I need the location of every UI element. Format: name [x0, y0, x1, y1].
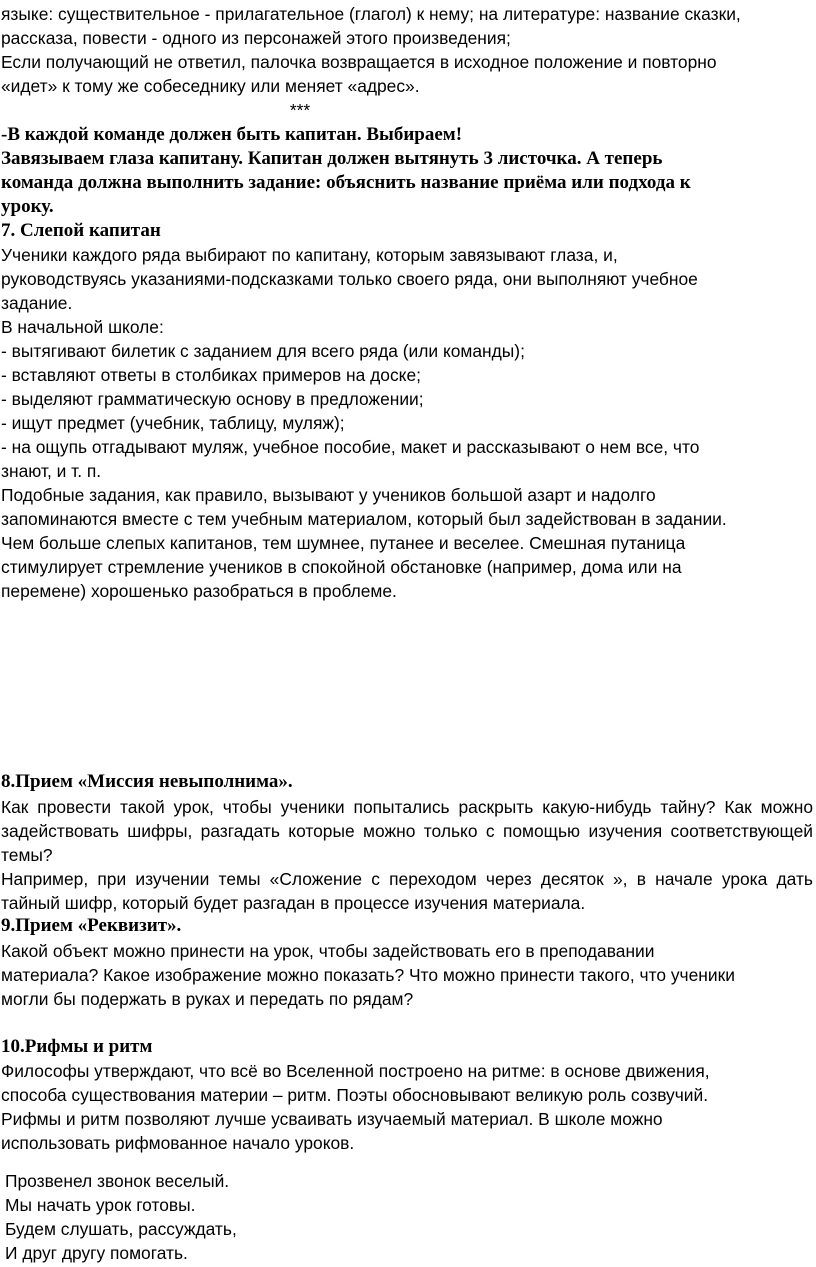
- text-line: материала? Какое изображение можно показать? Что можно принести такого, что ученики: [1, 965, 735, 985]
- text-line: Рифмы и ритм позволяют лучше усваивать изучаемый материал. В школе можно: [1, 1109, 663, 1129]
- text-line: Завязываем глаза капитану. Капитан должен вытянуть 3 листочка. А теперь: [1, 148, 663, 169]
- text-line: Чем больше слепых капитанов, тем шумнее, путанее и веселее. Смешная путаница: [1, 533, 686, 553]
- captain-instruction: [1, 123, 813, 219]
- poem-line: Будем слушать, рассуждать,: [5, 1219, 237, 1239]
- text-line: - вытягивают билетик с заданием для всего ряда (или команды);: [1, 341, 525, 361]
- text-line: уроку.: [1, 196, 54, 217]
- text-line: языке: существительное - прилагательное (глагол) к нему; на литературе: название сказки,: [1, 4, 741, 24]
- poem-line: И друг другу помогать.: [5, 1243, 188, 1263]
- section-7-body: [1, 243, 813, 603]
- section-heading: 9.Прием «Реквизит».: [1, 915, 182, 936]
- text-line: рассказа, повести - одного из персонажей этого произведения;: [1, 28, 511, 48]
- text-line: руководствуясь указаниями-подсказками только своего ряда, они выполняют учебное: [1, 269, 698, 289]
- text-line: Подобные задания, как правило, вызывают у учеников большой азарт и надолго: [1, 485, 656, 505]
- poem: [5, 1169, 237, 1265]
- poem-line: Мы начать урок готовы.: [5, 1195, 196, 1215]
- text-line: -В каждой команде должен быть капитан. Выбираем!: [1, 124, 463, 145]
- text-line: перемене) хорошенько разобраться в проблеме.: [1, 581, 397, 601]
- text-line: - вставляют ответы в столбиках примеров на доске;: [1, 365, 421, 385]
- poem-line: Прозвенел звонок веселый.: [5, 1171, 230, 1191]
- text-line: запоминаются вместе с тем учебным материалом, который был задействован в задании.: [1, 509, 727, 529]
- section-heading: 8.Прием «Миссия невыполнима».: [1, 771, 293, 792]
- section-heading: 10.Рифмы и ритм: [1, 1036, 153, 1057]
- intro-paragraph: [1, 2, 813, 98]
- text-line: - ищут предмет (учебник, таблицу, муляж);: [1, 413, 345, 433]
- text-line: команда должна выполнить задание: объяснить название приёма или подхода к: [1, 172, 691, 193]
- text-line: - выделяют грамматическую основу в предложении;: [1, 389, 424, 409]
- section-heading: 7. Слепой капитан: [1, 220, 161, 241]
- text-line: Философы утверждают, что всё во Вселенной построено на ритме: в основе движения,: [1, 1061, 710, 1081]
- section-8-paragraph: Как провести такой урок, чтобы ученики попытались раскрыть какую-нибудь тайну? Как можно задействовать шифры, разгадать которые можно только с помощью изучения соответствующей темы?: [1, 797, 813, 865]
- text-line: задание.: [1, 293, 73, 313]
- text-line: способа существования материи – ритм. Поэты обосновывают великую роль созвучий.: [1, 1085, 709, 1105]
- text-line: Если получающий не ответил, палочка возвращается в исходное положение и повторно: [1, 52, 717, 72]
- text-line: - на ощупь отгадывают муляж, учебное пособие, макет и рассказывают о нем все, что: [1, 437, 700, 457]
- section-8-example: Например, при изучении темы «Сложение с переходом через десяток », в начале урока дать тайный шифр, который будет разгадан в процессе изучения материала.: [1, 869, 813, 913]
- text-line: знают, и т. п.: [1, 461, 102, 481]
- text-line: Ученики каждого ряда выбирают по капитану, которым завязывают глаза, и,: [1, 245, 618, 265]
- text-line: «идет» к тому же собеседнику или меняет «адрес».: [1, 76, 420, 96]
- text-line: стимулирует стремление учеников в спокойной обстановке (например, дома или на: [1, 557, 682, 577]
- text-line: использовать рифмованное начало уроков.: [1, 1133, 355, 1153]
- section-9-body: [1, 939, 813, 1011]
- text-line: могли бы подержать в руках и передать по рядам?: [1, 989, 414, 1009]
- text-line: Какой объект можно принести на урок, чтобы задействовать его в преподавании: [1, 941, 655, 961]
- text-line: В начальной школе:: [1, 317, 164, 337]
- separator: ***: [289, 100, 311, 120]
- section-10-body: [1, 1059, 813, 1155]
